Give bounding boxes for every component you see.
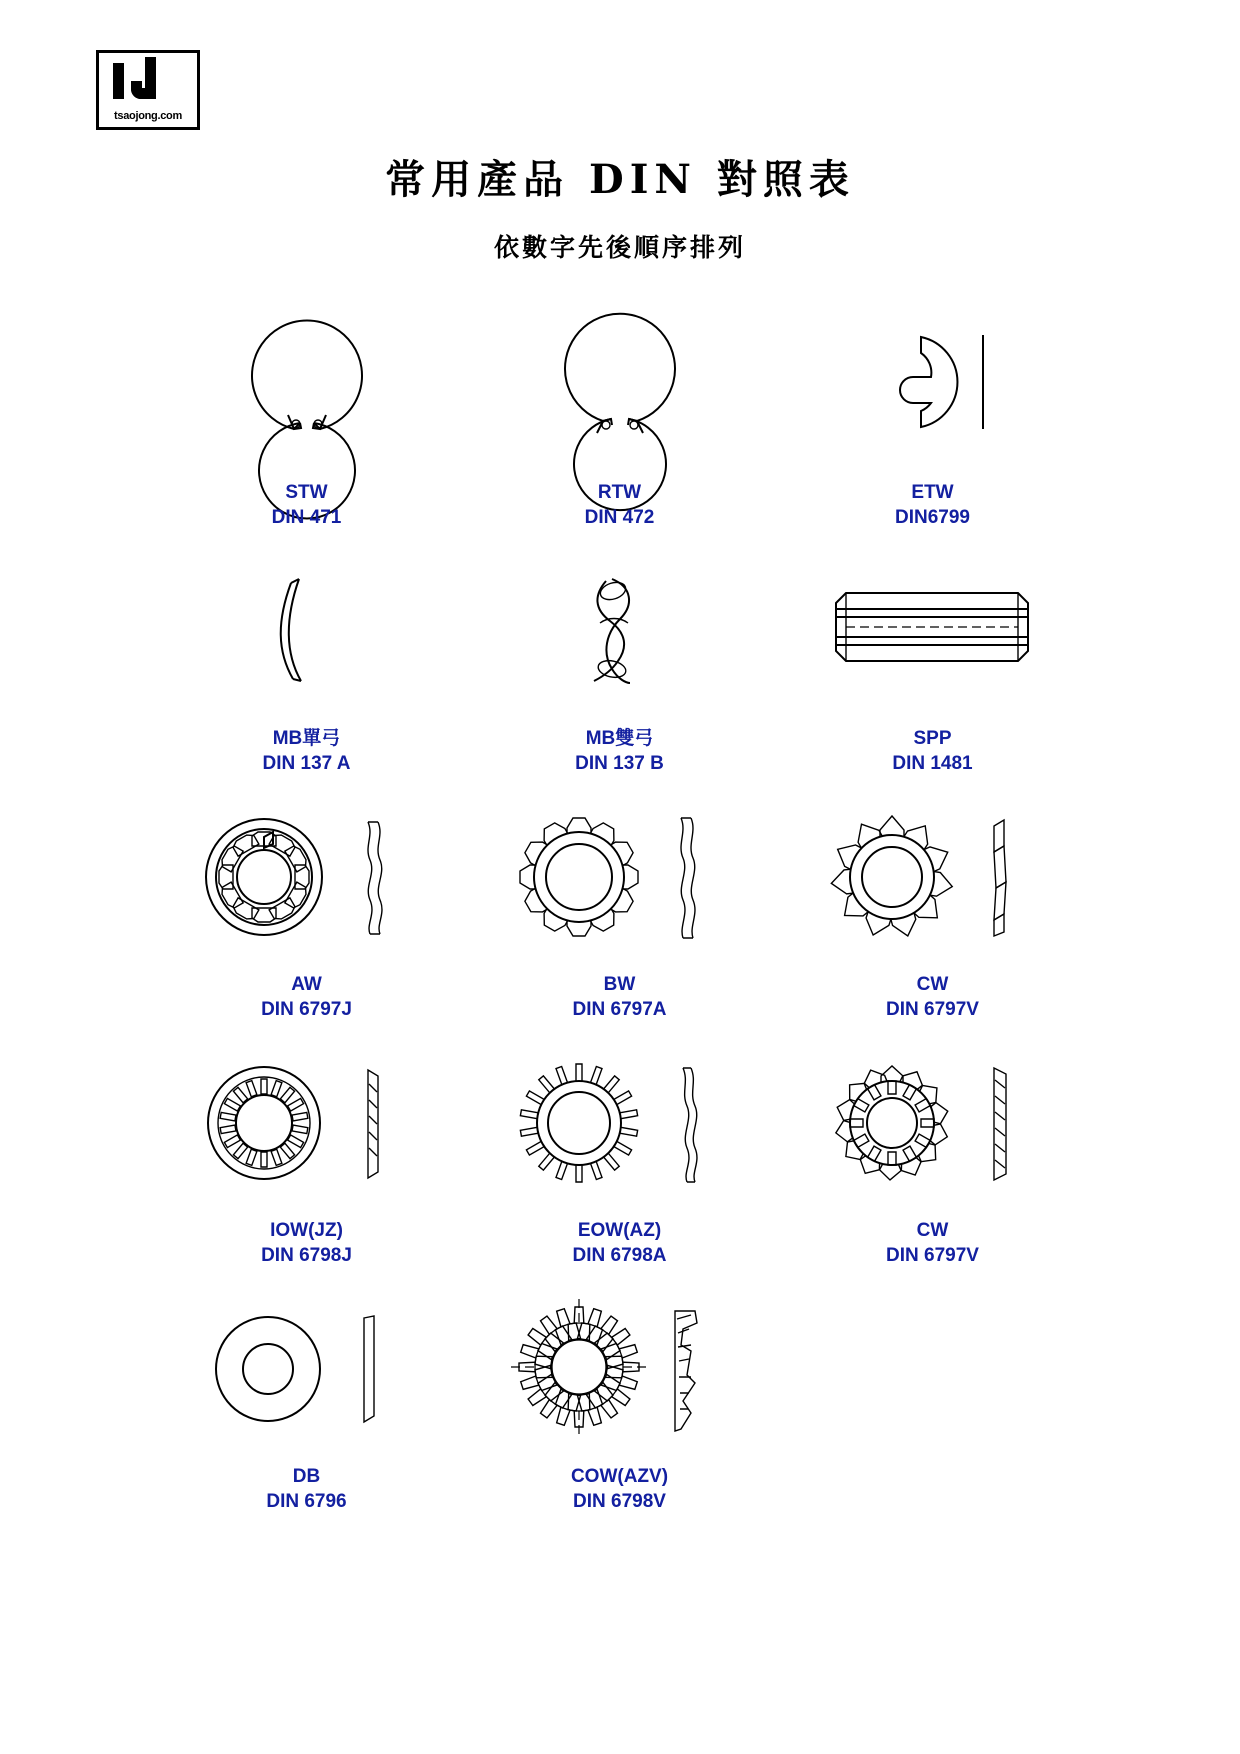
conical-external-serrated-washer-icon	[463, 1284, 776, 1454]
product-cell-spp	[776, 546, 1089, 776]
product-name: EOW(AZ)	[577, 1220, 662, 1241]
product-cell-etw	[776, 300, 1089, 530]
product-cell-aw	[150, 792, 463, 1022]
product-caption	[895, 480, 970, 530]
product-name: RTW	[597, 482, 642, 503]
product-caption	[272, 480, 342, 530]
product-row	[150, 546, 1090, 776]
product-cell-cow	[463, 1284, 776, 1514]
product-din: DIN 6797J	[261, 999, 352, 1020]
product-name: MB單弓	[272, 728, 341, 749]
internal-tooth-lock-washer-icon	[150, 792, 463, 962]
product-cell-empty	[776, 1284, 1089, 1514]
external-retaining-ring-icon	[150, 300, 463, 470]
curved-spring-washer-icon	[150, 546, 463, 716]
page-title: 常用產品 DIN 對照表	[385, 156, 855, 203]
product-name: CW	[916, 1220, 949, 1241]
product-name: COW(AZV)	[570, 1466, 669, 1487]
product-name: ETW	[911, 482, 954, 503]
product-caption	[571, 1464, 668, 1514]
external-tooth-lock-washer-icon	[463, 792, 776, 962]
product-name: CW	[916, 974, 949, 995]
product-din: DIN 6797V	[886, 1245, 979, 1266]
product-caption	[261, 972, 352, 1022]
product-cell-stw	[150, 300, 463, 530]
product-din: DIN 6798V	[573, 1491, 666, 1512]
product-caption	[261, 1218, 352, 1268]
product-cell-mb-single	[150, 546, 463, 776]
spring-pin-icon	[776, 546, 1089, 716]
product-cell-cw-6797v-a	[776, 792, 1089, 1022]
logo-text: tsaojong.com	[114, 110, 182, 122]
product-name: STW	[285, 482, 328, 503]
product-cell-db	[150, 1284, 463, 1514]
product-cell-rtw	[463, 300, 776, 530]
product-caption	[573, 1218, 667, 1268]
internal-serrated-washer-icon	[150, 1038, 463, 1208]
product-row	[150, 792, 1090, 1022]
product-row	[150, 1038, 1090, 1268]
product-name: BW	[603, 974, 636, 995]
product-grid	[150, 300, 1090, 1530]
internal-retaining-ring-icon	[463, 300, 776, 470]
conical-serrated-washer-icon	[776, 1038, 1089, 1208]
wave-spring-washer-icon	[463, 546, 776, 716]
product-din: DIN 1481	[892, 753, 973, 774]
product-caption	[573, 972, 667, 1022]
product-din: DIN 471	[271, 507, 342, 528]
product-din: DIN 137 A	[262, 753, 351, 774]
product-name: SPP	[913, 728, 952, 749]
logo-mark	[109, 59, 189, 103]
page-subtitle: 依數字先後順序排列	[493, 233, 746, 262]
product-din: DIN 137 B	[575, 753, 664, 774]
product-caption	[266, 1464, 346, 1514]
company-logo	[96, 50, 200, 130]
product-cell-bw	[463, 792, 776, 1022]
product-din: DIN 6798A	[572, 1245, 667, 1266]
product-cell-mb-double	[463, 546, 776, 776]
product-din: DIN 6797A	[572, 999, 667, 1020]
product-caption	[585, 480, 655, 530]
product-name: IOW(JZ)	[270, 1220, 343, 1241]
product-cell-cw-6797v-b	[776, 1038, 1089, 1268]
logo-j-hook-icon	[131, 81, 156, 99]
product-name: DB	[292, 1466, 321, 1487]
countersunk-tooth-lock-washer-icon	[776, 792, 1089, 962]
product-din: DIN 472	[584, 507, 655, 528]
logo-bar-icon	[113, 63, 124, 99]
product-row	[150, 1284, 1090, 1514]
product-din: DIN 6797V	[886, 999, 979, 1020]
product-caption	[886, 1218, 979, 1268]
product-caption	[263, 726, 351, 776]
external-serrated-washer-icon	[463, 1038, 776, 1208]
product-name: AW	[291, 974, 322, 995]
product-cell-iow	[150, 1038, 463, 1268]
product-din: DIN 6798J	[261, 1245, 352, 1266]
logo-j-dot-icon	[145, 57, 156, 64]
product-caption	[886, 972, 979, 1022]
product-name: MB雙弓	[585, 728, 654, 749]
product-caption	[575, 726, 664, 776]
product-din: DIN6799	[895, 507, 970, 528]
product-din: DIN 6796	[266, 1491, 347, 1512]
e-clip-ring-icon	[776, 300, 1089, 470]
product-cell-eow	[463, 1038, 776, 1268]
product-caption	[892, 726, 972, 776]
conical-spring-washer-icon	[150, 1284, 463, 1454]
product-row	[150, 300, 1090, 530]
